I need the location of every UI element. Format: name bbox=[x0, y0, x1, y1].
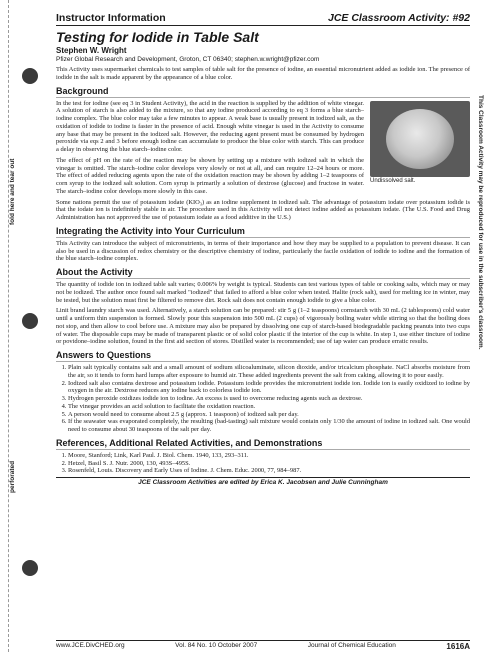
about-heading: About the Activity bbox=[56, 267, 470, 279]
salt-photo bbox=[370, 101, 470, 184]
editors-line: JCE Classroom Activities are edited by Erica K. Jacobsen and Julie Cunningham bbox=[56, 477, 470, 486]
reference-item: 3. Rosenfeld, Louis. Discovery and Early Uses of Iodine. J. Chem. Educ. 2000, 77, 984–987. bbox=[68, 467, 470, 475]
background-heading: Background bbox=[56, 86, 470, 98]
page-footer bbox=[56, 640, 470, 651]
integrating-heading: Integrating the Activity into Your Curriculum bbox=[56, 226, 470, 238]
perforated-text: perforated bbox=[9, 460, 16, 493]
answer-item: 3. Hydrogen peroxide oxidizes iodide ion to iodine. An excess is used to overcome reducing agents such as dextrose. bbox=[68, 395, 470, 403]
answer-item: 6. If the seawater was evaporated completely, the resulting (bad-tasting) salt mixture would contain only 1/30 the amount of iodine in iodized salt. One would need to consume about 30 teaspoons of the salt per day. bbox=[68, 418, 470, 434]
affiliation: Pfizer Global Research and Development, Groton, CT 06340; stephen.w.wright@pfizer.com bbox=[56, 56, 320, 63]
background-paragraph-2: The effect of pH on the rate of the reaction may be shown by setting up a mixture with iodized salt in which the vinegar is omitted. The starch–iodine color develops very slowly or not at all, and can require 12–24 hours or more. The effect of added reducing agents upon the rate of the oxidation reaction may be shown by adding 1–2 teaspoons of corn syrup to the iodized salt solution. Corn syrup is primarily a solution of dextrose (glucose) and fructose in water. The starch–iodine color develops more slowly in this case. bbox=[56, 156, 364, 195]
footer-journal: Journal of Chemical Education bbox=[307, 642, 396, 649]
references-list bbox=[56, 452, 470, 475]
page-header bbox=[56, 12, 470, 26]
reproduction-notice: This Classroom Activity may be reproduced for use in the subscriber's classroom. bbox=[477, 95, 484, 350]
answer-item: 1. Plain salt typically contains salt and a small amount of sodium silicoaluminate, silicon dioxide, and/or tricalcium phosphate. NaCl absorbs moisture from the air, so it tends to form hard lumps after exposure to humid air. These added ingredients prevent the salt from caking, allowing it to pour easily. bbox=[68, 364, 470, 380]
about-paragraph-2: Linit brand laundry starch was used. Alternatively, a starch solution can be prepared: stir 5 g (1–2 teaspoons) cornstarch with 30 mL (2 tablespoons) cold water until a uniform thin suspension is formed. Slowly pour this suspension into 500 mL (2 cups) of vigorously boiling water while stirring so that the boiling does not stop, and then allow to cool before use. A mixture may also be prepared by dissolving one cup of starch-based biodegradable packing peanuts into two cups of water. The disposable cups may be made of transparent plastic or of solid color plastic if the interior of the cup is white. In step 1, use either tincture of iodine or povidone–iodine solution, found in the first aid section of stores. Distilled water is recommended; use of tap water can produce erratic results. bbox=[56, 307, 470, 346]
answer-item: 4. The vinegar provides an acid solution to facilitate the oxidation reaction. bbox=[68, 403, 470, 411]
reference-item: 1. Moore, Stanford; Link, Karl Paul. J. Biol. Chem. 1940, 133, 293–311. bbox=[68, 452, 470, 460]
photo-caption: Undissolved salt. bbox=[370, 177, 416, 184]
intro-paragraph: This Activity uses supermarket chemicals to test samples of table salt for the presence of iodine, an essential micronutrient added as iodide ion. The presence of iodide in the salt is made apparent by the appearance of a blue color. bbox=[56, 66, 470, 81]
header-right: JCE Classroom Activity: #92 bbox=[327, 12, 470, 24]
perforation-line bbox=[8, 0, 9, 652]
answers-list bbox=[56, 364, 470, 434]
page-title: Testing for Iodide in Table Salt bbox=[56, 29, 259, 45]
perforation-margin bbox=[0, 0, 24, 652]
header-left: Instructor Information bbox=[56, 12, 166, 24]
footer-url: www.JCE.DivCHED.org bbox=[56, 642, 125, 649]
references-heading: References, Additional Related Activities, and Demonstrations bbox=[56, 438, 470, 450]
punch-hole-middle bbox=[22, 313, 38, 329]
background-paragraph-3: Some nations permit the use of potassium iodate (KIO₃) as an iodine supplement in iodized salt. The advantage of potassium iodate over potassium iodide is that the iodate ion is indefinitely stable in air. The procedure used in this Activity will not detect iodine added as potassium iodate. (The U.S. Food and Drug Administration has not approved the use of potassium iodate as a food additive in the U.S.) bbox=[56, 198, 470, 221]
page-number: 1616A bbox=[446, 642, 470, 651]
fold-here-text: fold here and tear out bbox=[9, 158, 16, 225]
petri-dish bbox=[386, 109, 454, 169]
author: Stephen W. Wright bbox=[56, 46, 127, 55]
integrating-paragraph: This Activity can introduce the subject of micronutrients, in terms of their importance and how they may be supplied to a population to prevent disease. It can also be used in a discussion of redox chemistry or the descriptive chemistry of iodine, particularly the facile oxidation of iodide to iodine and the formation of the blue starch–iodine complex. bbox=[56, 239, 470, 263]
reference-item: 2. Hetzel, Basil S. J. Nutr. 2000, 130, 493S–495S. bbox=[68, 460, 470, 468]
answers-heading: Answers to Questions bbox=[56, 350, 470, 362]
salt-dish-image bbox=[370, 101, 470, 177]
punch-hole-top bbox=[22, 68, 38, 84]
background-paragraph-1: In the test for iodine (see eq 3 in Student Activity), the acid in the reaction is supplied by the addition of white vinegar. A solution of starch is also added to the mixture, so that any iodine produced according to eq 3 forms a blue starch–iodine complex. The blue color may take a few minutes to appear. A weak base is usually present in iodized salt, as the oxidation of iodide to iodine is faster in the presence of acid. Enough white vinegar is used in the Activity to consume any base that may be present in the iodized salt. However, the reducing agent present must be consumed by hydrogen peroxide via eqs 2 and 3 before enough iodine can accumulate to produce the blue color with starch. This can produce a delay in observing the blue starch–iodine color. bbox=[56, 99, 364, 153]
footer-volume: Vol. 84 No. 10 October 2007 bbox=[175, 642, 258, 649]
about-paragraph-1: The quantity of iodide ion in iodized table salt varies; 0.006% by weight is typical. Students can test various types of table or cooking salts, which may or may not be iodized. The author once found salt marked "iodized" that failed to afford a blue color when tested. Halite (rock salt), used for melting ice in winter, may be tested, but the solution must first be filtered to remove dirt. Rock salt does not contain enough iodide to give a blue color. bbox=[56, 281, 470, 304]
answer-item: 5. A person would need to consume about 2.5 g (approx. 1 teaspoon) of iodized salt per day. bbox=[68, 411, 470, 419]
page-content bbox=[56, 12, 470, 486]
answer-item: 2. Iodized salt also contains dextrose and potassium iodide. Potassium iodide provides the micronutrient iodide ion. Iodide ion is easily oxidized to iodine by oxygen in the air. Dextrose reduces any iodine back to colorless iodide ion. bbox=[68, 380, 470, 396]
punch-hole-bottom bbox=[22, 560, 38, 576]
